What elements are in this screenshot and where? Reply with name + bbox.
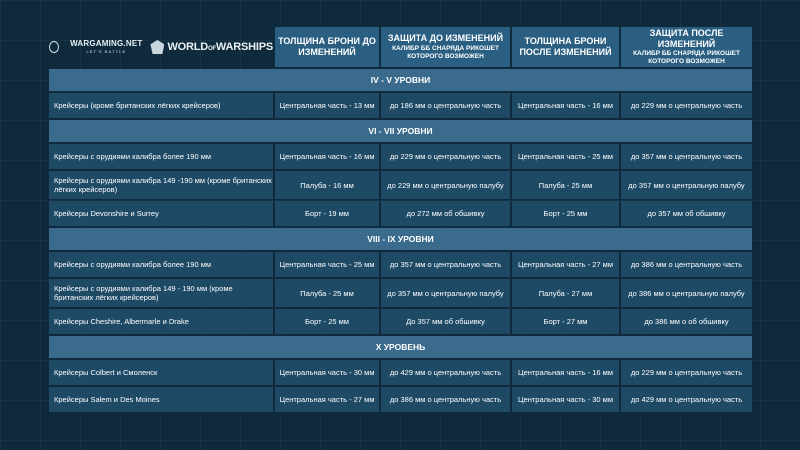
table-row <box>49 93 752 118</box>
header-row <box>49 27 752 67</box>
row-label: Крейсеры с орудиями калибра 149 - 190 мм (кроме британских лёгких крейсеров) <box>49 279 273 307</box>
row-label: Крейсеры с орудиями калибра более 190 мм <box>49 252 273 277</box>
protection-before-cell: до 272 мм об обшивку <box>381 201 510 226</box>
armor-before-cell: Центральная часть - 13 мм <box>275 93 379 118</box>
protection-before-cell: до 386 мм о центральную часть <box>381 387 510 412</box>
table-row <box>49 171 752 199</box>
armor-before-cell: Палуба - 16 мм <box>275 171 379 199</box>
row-label: Крейсеры с орудиями калибра 149 -190 мм (кроме британских лёгких крейсеров) <box>49 171 273 199</box>
row-label: Крейсеры (кроме британских лёгких крейсеров) <box>49 93 273 118</box>
protection-after-cell: до 229 мм о центральную часть <box>621 93 752 118</box>
armor-before-cell: Борт - 25 мм <box>275 309 379 334</box>
row-label: Крейсеры с орудиями калибра более 190 мм <box>49 144 273 169</box>
armor-before-cell: Центральная часть - 30 мм <box>275 360 379 385</box>
table-row <box>49 360 752 385</box>
protection-before-cell: до 229 мм о центральную часть <box>381 144 510 169</box>
section-title: X УРОВЕНЬ <box>49 336 752 358</box>
world-of-warships-logo <box>150 40 273 54</box>
protection-after-cell: до 386 мм о центральную часть <box>621 252 752 277</box>
section-title: IV - V УРОВНИ <box>49 69 752 91</box>
header-title: ЗАЩИТА ДО ИЗМЕНЕНИЙ <box>387 33 504 44</box>
armor-after-cell: Центральная часть - 30 мм <box>512 387 619 412</box>
armor-before-cell: Центральная часть - 27 мм <box>275 387 379 412</box>
protection-after-cell: до 357 мм об обшивку <box>621 201 752 226</box>
header-title: ТОЛЩИНА БРОНИ ДО ИЗМЕНЕНИЙ <box>278 35 376 57</box>
header-protection-after <box>621 27 752 67</box>
header-subtitle: КАЛИБР ББ СНАРЯДА РИКОШЕТ КОТОРОГО ВОЗМОЖЕН <box>633 50 740 66</box>
table-row <box>49 387 752 412</box>
wargaming-tagline: LET'S BATTLE <box>86 49 127 54</box>
header-protection-before <box>381 27 510 67</box>
armor-table-container <box>49 27 752 412</box>
protection-after-cell: до 229 мм о центральную часть <box>621 360 752 385</box>
table-row <box>49 309 752 334</box>
section-row <box>49 228 752 250</box>
armor-before-cell: Центральная часть - 16 мм <box>275 144 379 169</box>
armor-after-cell: Центральная часть - 16 мм <box>512 93 619 118</box>
protection-after-cell: до 357 мм о центральную часть <box>621 144 752 169</box>
row-label: Крейсеры Salem и Des Moines <box>49 387 273 412</box>
wargaming-name: WARGAMING.NET <box>70 39 143 48</box>
header-armor-after <box>512 27 619 67</box>
row-label: Крейсеры Devonshire и Surrey <box>49 201 273 226</box>
section-row <box>49 336 752 358</box>
section-row <box>49 120 752 142</box>
table-row <box>49 279 752 307</box>
header-title: ЗАЩИТА ПОСЛЕ ИЗМЕНЕНИЙ <box>649 27 724 49</box>
armor-before-cell: Борт - 19 мм <box>275 201 379 226</box>
protection-before-cell: До 357 мм об обшивку <box>381 309 510 334</box>
header-subtitle: КАЛИБР ББ СНАРЯДА РИКОШЕТ КОТОРОГО ВОЗМОЖЕН <box>392 44 499 60</box>
armor-comparison-table <box>47 25 754 414</box>
armor-after-cell: Борт - 27 мм <box>512 309 619 334</box>
section-row <box>49 69 752 91</box>
section-title: VI - VII УРОВНИ <box>49 120 752 142</box>
protection-before-cell: до 429 мм о центральную часть <box>381 360 510 385</box>
protection-after-cell: до 357 мм о центральную палубу <box>621 171 752 199</box>
armor-after-cell: Центральная часть - 16 мм <box>512 360 619 385</box>
table-row <box>49 252 752 277</box>
armor-after-cell: Борт - 25 мм <box>512 201 619 226</box>
table-row <box>49 201 752 226</box>
armor-after-cell: Центральная часть - 27 мм <box>512 252 619 277</box>
armor-before-cell: Центральная часть - 25 мм <box>275 252 379 277</box>
armor-after-cell: Центральная часть - 25 мм <box>512 144 619 169</box>
protection-before-cell: до 229 мм о центральную палубу <box>381 171 510 199</box>
warships-emblem-icon <box>150 40 164 54</box>
protection-before-cell: до 186 мм о центральную часть <box>381 93 510 118</box>
armor-after-cell: Палуба - 25 мм <box>512 171 619 199</box>
wows-word-of: OF <box>207 46 216 52</box>
armor-before-cell: Палуба - 25 мм <box>275 279 379 307</box>
logo-cell <box>49 27 273 67</box>
row-label: Крейсеры Cheshire, Albermarle и Drake <box>49 309 273 334</box>
wows-word-warships: WARSHIPS <box>215 41 273 53</box>
protection-before-cell: до 357 мм о центральную палубу <box>381 279 510 307</box>
row-label: Крейсеры Colbert и Смоленск <box>49 360 273 385</box>
wargaming-logo <box>70 40 142 54</box>
armor-after-cell: Палуба - 27 мм <box>512 279 619 307</box>
header-armor-before <box>275 27 379 67</box>
protection-after-cell: до 429 мм о центральную часть <box>621 387 752 412</box>
protection-after-cell: до 386 мм о об обшивку <box>621 309 752 334</box>
header-title: ТОЛЩИНА БРОНИ ПОСЛЕ ИЗМЕНЕНИЙ <box>519 35 612 57</box>
wows-word-world: WORLD <box>167 41 208 53</box>
table-row <box>49 144 752 169</box>
protection-before-cell: до 357 мм о центральную часть <box>381 252 510 277</box>
protection-after-cell: до 386 мм о центральную палубу <box>621 279 752 307</box>
section-title: VIII - IX УРОВНИ <box>49 228 752 250</box>
wargaming-emblem-icon <box>49 41 59 53</box>
